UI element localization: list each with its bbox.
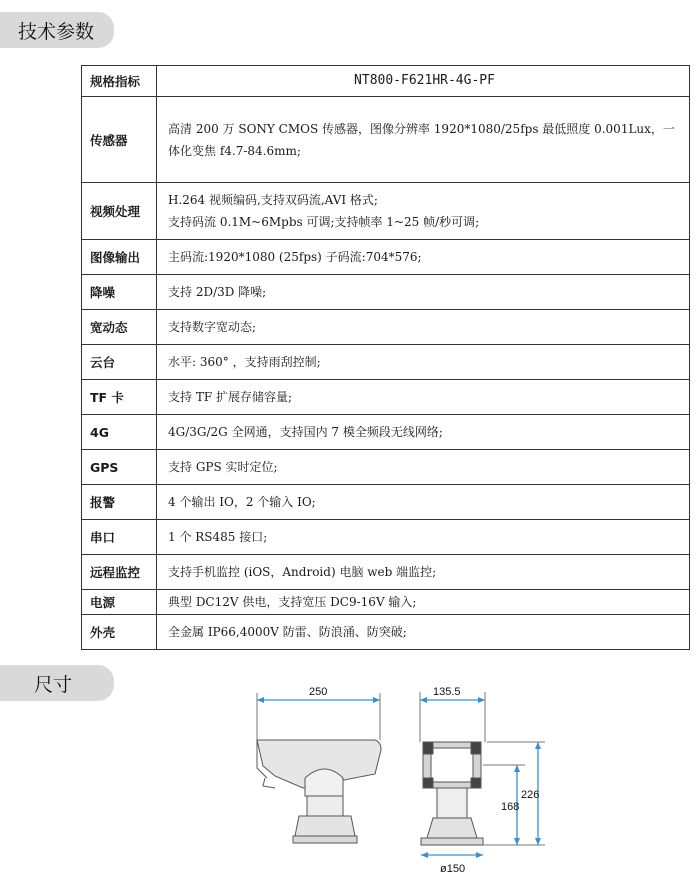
spec-value-cell: 高清 200 万 SONY CMOS 传感器，图像分辨率 1920*1080/25fps 最低照度 0.001Lux，一体化变焦 f4.7-84.6mm; bbox=[157, 97, 690, 183]
side-width-label: 250 bbox=[309, 686, 328, 698]
spec-key-cell: 视频处理 bbox=[82, 183, 157, 240]
spec-value-cell: 典型 DC12V 供电，支持宽压 DC9-16V 输入; bbox=[157, 590, 690, 615]
table-row bbox=[82, 240, 690, 275]
table-row bbox=[82, 310, 690, 345]
base-height-label: 168 bbox=[501, 801, 520, 813]
table-row bbox=[82, 520, 690, 555]
spec-key-cell: 降噪 bbox=[82, 275, 157, 310]
table-row bbox=[82, 97, 690, 183]
spec-key-cell: 4G bbox=[82, 415, 157, 450]
spec-value-cell: 全金属 IP66,4000V 防雷、防浪涌、防突破; bbox=[157, 615, 690, 650]
spec-value-cell: 4 个输出 IO，2 个输入 IO; bbox=[157, 485, 690, 520]
spec-value-cell: 主码流:1920*1080 (25fps) 子码流:704*576; bbox=[157, 240, 690, 275]
table-header-row bbox=[82, 66, 690, 97]
spec-key-cell: 远程监控 bbox=[82, 555, 157, 590]
spec-value-cell: 1 个 RS485 接口; bbox=[157, 520, 690, 555]
spec-key-cell: 云台 bbox=[82, 345, 157, 380]
spec-value-cell: 支持 TF 扩展存储容量; bbox=[157, 380, 690, 415]
base-diameter-label: ø150 bbox=[440, 863, 466, 875]
spec-key-cell: 电源 bbox=[82, 590, 157, 615]
spec-key-cell: TF 卡 bbox=[82, 380, 157, 415]
model-cell: NT800-F621HR-4G-PF bbox=[157, 66, 690, 97]
header-key-cell: 规格指标 bbox=[82, 66, 157, 97]
spec-value-cell: 支持 GPS 实时定位; bbox=[157, 450, 690, 485]
section-title-specs bbox=[0, 12, 114, 48]
spec-value-cell: 4G/3G/2G 全网通，支持国内 7 模全频段无线网络; bbox=[157, 415, 690, 450]
spec-table bbox=[81, 65, 690, 650]
table-row bbox=[82, 345, 690, 380]
front-view bbox=[420, 692, 545, 858]
spec-value-cell: 支持数字宽动态; bbox=[157, 310, 690, 345]
spec-value-cell: 水平: 360° ，支持雨刮控制; bbox=[157, 345, 690, 380]
spec-key-cell: 宽动态 bbox=[82, 310, 157, 345]
table-row bbox=[82, 485, 690, 520]
spec-key-cell: 报警 bbox=[82, 485, 157, 520]
table-row bbox=[82, 615, 690, 650]
table-row bbox=[82, 450, 690, 485]
table-row bbox=[82, 380, 690, 415]
table-row bbox=[82, 590, 690, 615]
table-row bbox=[82, 183, 690, 240]
total-height-label: 226 bbox=[521, 789, 540, 801]
section-title-specs-label: 技术参数 bbox=[18, 20, 95, 43]
table-row bbox=[82, 275, 690, 310]
spec-key-cell: 串口 bbox=[82, 520, 157, 555]
spec-value-cell: 支持手机监控 (iOS，Android) 电脑 web 端监控; bbox=[157, 555, 690, 590]
spec-key-cell: 外壳 bbox=[82, 615, 157, 650]
spec-key-cell: 传感器 bbox=[82, 97, 157, 183]
front-width-label: 135.5 bbox=[433, 686, 461, 698]
spec-value-cell: 支持 2D/3D 降噪; bbox=[157, 275, 690, 310]
spec-key-cell: GPS bbox=[82, 450, 157, 485]
side-view bbox=[257, 693, 381, 843]
section-title-size bbox=[0, 665, 114, 701]
table-row bbox=[82, 555, 690, 590]
spec-value-cell: H.264 视频编码,支持双码流,AVI 格式; 支持码流 0.1M~6Mpbs 可调;支持帧率 1~25 帧/秒可调; bbox=[157, 183, 690, 240]
dimension-drawing bbox=[235, 678, 555, 878]
section-title-size-label: 尺寸 bbox=[34, 673, 73, 696]
table-row bbox=[82, 415, 690, 450]
spec-key-cell: 图像输出 bbox=[82, 240, 157, 275]
